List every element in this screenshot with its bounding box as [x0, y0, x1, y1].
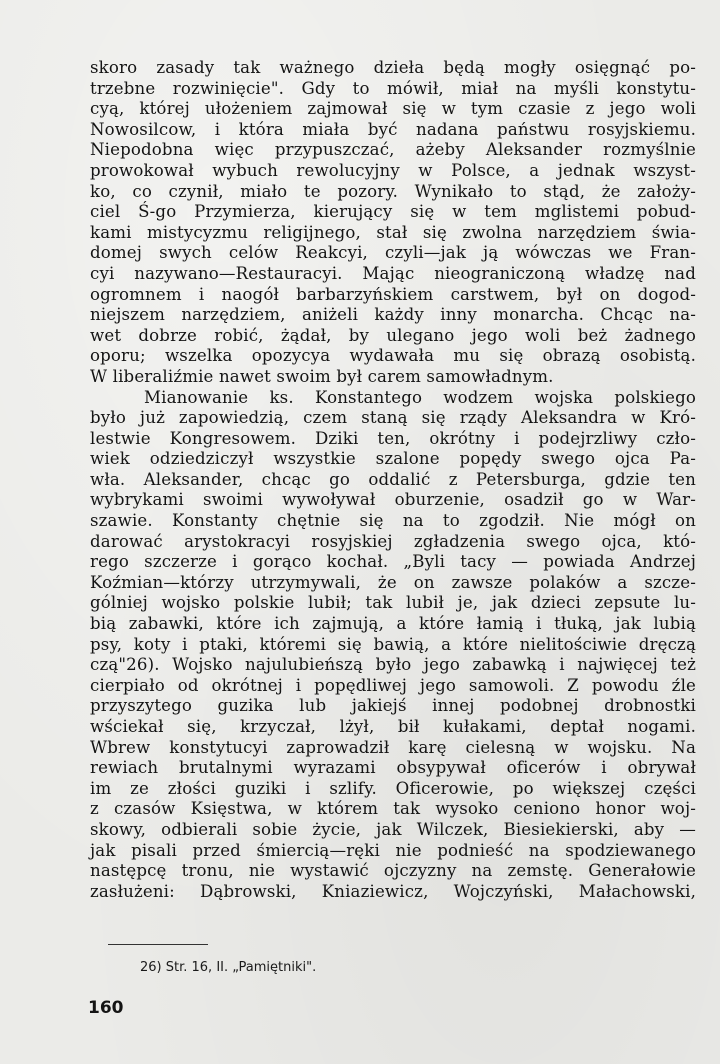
- text-line: cyą, której ułożeniem zajmował się w tym czasie z jego woli: [90, 99, 696, 119]
- text-line: skowy, odbierali sobie życie, jak Wilczek, Biesiekierski, aby —: [90, 819, 696, 839]
- text-line: cyi nazywano—Restauracyi. Mając nieograniczoną władzę nad: [90, 263, 696, 283]
- text-line: przyszytego guzika lub jakiejś innej podobnej drobnostki: [90, 696, 696, 716]
- text-line: wybrykami swoimi wywoływał oburzenie, osadził go w War-: [90, 490, 696, 510]
- text-line: następcę tronu, nie wystawić ojczyzny na zemstę. Generałowie: [90, 861, 696, 881]
- text-line: z czasów Księstwa, w którem tak wysoko ceniono honor woj-: [90, 799, 696, 819]
- text-line: gólniej wojsko polskie lubił; tak lubił je, jak dzieci zepsute lu-: [90, 593, 696, 613]
- text-line: kami mistycyzmu religijnego, stał się zwolna narzędziem świa-: [90, 222, 696, 242]
- text-line: Wbrew konstytucyi zaprowadził karę cielesną w wojsku. Na: [90, 737, 696, 757]
- text-line: szawie. Konstanty chętnie się na to zgodził. Nie mógł on: [90, 511, 696, 531]
- text-line: oporu; wszelka opozycya wydawała mu się obrazą osobistą.: [90, 346, 696, 366]
- text-line: wet dobrze robić, żądał, by ulegano jego woli beż żadnego: [90, 325, 696, 345]
- text-line: jak pisali przed śmiercią—ręki nie podnieść na spodziewanego: [90, 840, 696, 860]
- footnote-divider: [108, 944, 208, 945]
- text-line: trzebne rozwinięcie". Gdy to mówił, miał na myśli konstytu-: [90, 78, 696, 98]
- text-line: ogromnem i naogół barbarzyńskiem carstwem, był on dogod-: [90, 284, 696, 304]
- text-line: rego szczerze i gorąco kochał. „Byli tacy — powiada Andrzej: [90, 552, 696, 572]
- text-line: zasłużeni: Dąbrowski, Kniaziewicz, Wojczyński, Małachowski,: [90, 881, 696, 901]
- text-line: lestwie Kongresowem. Dziki ten, okrótny i podejrzliwy czło-: [90, 428, 696, 448]
- text-line: domej swych celów Reakcyi, czyli—jak ją wówczas we Fran-: [90, 243, 696, 263]
- text-line: niejszem narzędziem, aniżeli każdy inny monarcha. Chcąc na-: [90, 305, 696, 325]
- text-line: psy, koty i ptaki, któremi się bawią, a które nielitościwie dręczą: [90, 634, 696, 654]
- text-line: ko, co czynił, miało te pozory. Wynikało to stąd, że założy-: [90, 181, 696, 201]
- text-line: było już zapowiedzią, czem staną się rządy Aleksandra w Kró-: [90, 408, 696, 428]
- text-line: rewiach brutalnymi wyrazami obsypywał oficerów i obrywał: [90, 758, 696, 778]
- text-line: im ze złości guziki i szlify. Oficerowie, po większej części: [90, 778, 696, 798]
- paragraph-start-line: Mianowanie ks. Konstantego wodzem wojska polskiego: [144, 387, 696, 407]
- text-line: ciel Ś-go Przymierza, kierujący się w tem mglistemi pobud-: [90, 202, 696, 222]
- text-line: Nowosilcow, i która miała być nadana państwu rosyjskiemu.: [90, 119, 696, 139]
- text-line: wiek odziedziczył wszystkie szalone popędy swego ojca Pa-: [90, 449, 696, 469]
- text-line: bią zabawki, które ich zajmują, a które łamią i tłuką, jak lubią: [90, 614, 696, 634]
- text-line: Koźmian—którzy utrzymywali, że on zawsze polaków a szcze-: [90, 572, 696, 592]
- body-text: [90, 58, 696, 902]
- text-line: wściekał się, krzyczał, lżył, bił kułakami, deptał nogami.: [90, 717, 696, 736]
- page-number: 160: [88, 998, 124, 1018]
- text-line: darować arystokracyi rosyjskiej zgładzenia swego ojca, któ-: [90, 531, 696, 551]
- text-line: skoro zasady tak ważnego dzieła będą mogły osięgnąć po-: [90, 58, 696, 77]
- text-line: prowokował wybuch rewolucyjny w Polsce, a jednak wszyst-: [90, 160, 696, 180]
- footnote: 26) Str. 16, II. „Pamiętniki".: [140, 960, 317, 975]
- text-line: cierpiało od okrótnej i popędliwej jego samowoli. Z powodu źle: [90, 675, 696, 695]
- text-line: wła. Aleksander, chcąc go oddalić z Petersburga, gdzie ten: [90, 469, 696, 489]
- text-line: W liberaliźmie nawet swoim był carem samowładnym.: [90, 366, 554, 386]
- text-line: Niepodobna więc przypuszczać, ażeby Aleksander rozmyślnie: [90, 140, 696, 160]
- text-line: czą"26). Wojsko najulubieńszą było jego zabawką i najwięcej też: [90, 655, 696, 675]
